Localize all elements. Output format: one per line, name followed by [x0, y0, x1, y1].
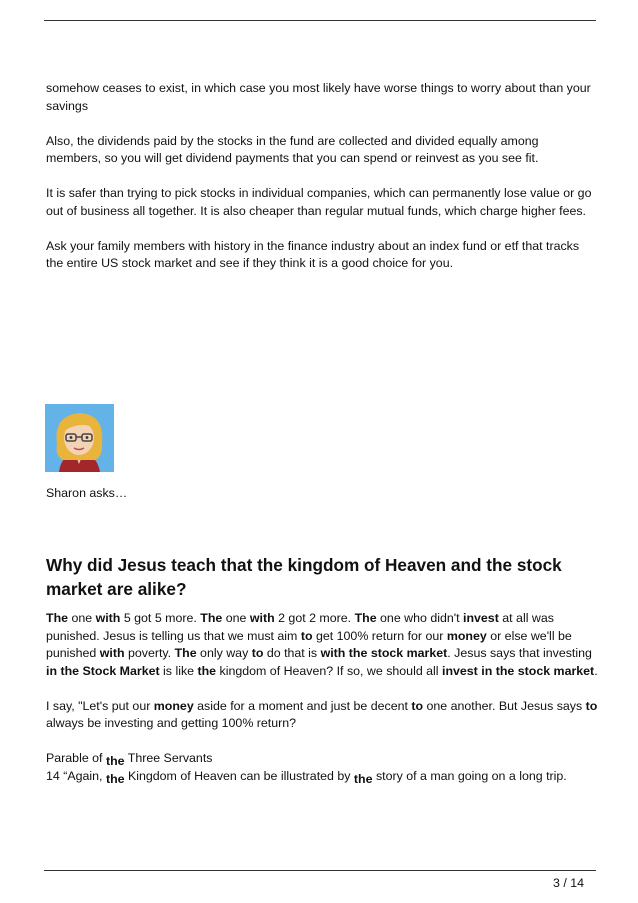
keyword: with — [99, 646, 125, 660]
keyword: The — [46, 611, 69, 625]
text-run: get 100% return for our — [312, 628, 447, 643]
parable-heading — [46, 750, 606, 768]
text-run: 2 got 2 more. — [274, 611, 355, 625]
asker-label: Sharon asks… — [46, 486, 128, 500]
keyword: money — [446, 628, 487, 643]
intro-text — [46, 80, 594, 290]
keyword: the — [105, 754, 125, 768]
keyword: with — [249, 611, 275, 625]
text-run: Kingdom of Heaven can be illustrated by — [124, 768, 354, 783]
avatar — [45, 404, 114, 472]
keyword: in the Stock Market — [46, 663, 160, 678]
keyword: to — [411, 698, 424, 713]
answer-paragraph-2 — [46, 698, 606, 733]
keyword: the — [353, 771, 373, 786]
keyword: the — [105, 771, 125, 786]
text-run: one another. But Jesus says — [423, 698, 586, 713]
paragraph-4: Ask your family members with history in the finance industry about an index fund or etf that tracks the entire US stock market and see if they think it is a good choice for you. — [46, 238, 580, 270]
text-run: Three Servants — [124, 751, 213, 765]
keyword: invest — [463, 611, 499, 625]
text-run: 5 got 5 more. — [120, 611, 201, 625]
text-run: aside for a moment and just be decent — [193, 698, 412, 713]
bottom-rule — [44, 870, 596, 871]
text-run: 14 “Again, — [46, 768, 106, 783]
answer-text — [46, 610, 606, 785]
text-run: one — [222, 611, 250, 625]
text-run: . — [594, 663, 598, 678]
question-title: Why did Jesus teach that the kingdom of Heaven and the stock market are alike? — [46, 555, 562, 599]
text-run: always be investing and getting 100% return? — [46, 716, 297, 730]
text-run: or else we'll be punished — [46, 628, 572, 660]
paragraph-3: It is safer than trying to pick stocks in individual companies, which can permanently lose value or go out of business all together. It is also cheaper than regular mutual funds, which charge higher fees. — [46, 186, 592, 218]
text-run: kingdom of Heaven? If so, we should all — [216, 663, 442, 678]
keyword: with the stock market — [320, 646, 448, 660]
text-run: poverty. — [124, 646, 175, 660]
keyword: The — [354, 611, 377, 625]
avatar-illustration — [45, 404, 114, 472]
keyword: with — [95, 611, 121, 625]
keyword: The — [174, 646, 197, 660]
text-run: one who didn't — [376, 611, 464, 625]
text-run: one — [68, 611, 96, 625]
text-run: I say, "Let's put our — [46, 698, 154, 713]
answer-paragraph-1 — [46, 610, 606, 680]
text-run: do that is — [263, 646, 321, 660]
top-rule — [44, 20, 596, 21]
keyword: the — [197, 663, 217, 678]
page-number: 3 / 14 — [552, 876, 584, 890]
paragraph-1: somehow ceases to exist, in which case you most likely have worse things to worry about than your savings — [46, 81, 591, 113]
text-run: story of a man going on a long trip. — [372, 768, 567, 783]
paragraph-2: Also, the dividends paid by the stocks in the fund are collected and divided equally among members, so you will get dividend payments that you can spend or reinvest as you see fit. — [46, 133, 539, 165]
keyword: invest in the stock market — [442, 663, 595, 678]
verse-14 — [46, 768, 606, 786]
keyword: money — [153, 698, 194, 713]
text-run: only way — [196, 646, 252, 660]
text-run: at all was punished. Jesus is telling us that we must aim — [46, 611, 554, 643]
keyword: to — [251, 646, 264, 660]
text-run: . Jesus says that investing — [447, 646, 592, 660]
text-run: is like — [159, 663, 198, 678]
keyword: to — [300, 628, 313, 643]
keyword: The — [200, 611, 223, 625]
keyword: to — [585, 698, 598, 713]
text-run: Parable of — [46, 751, 106, 765]
